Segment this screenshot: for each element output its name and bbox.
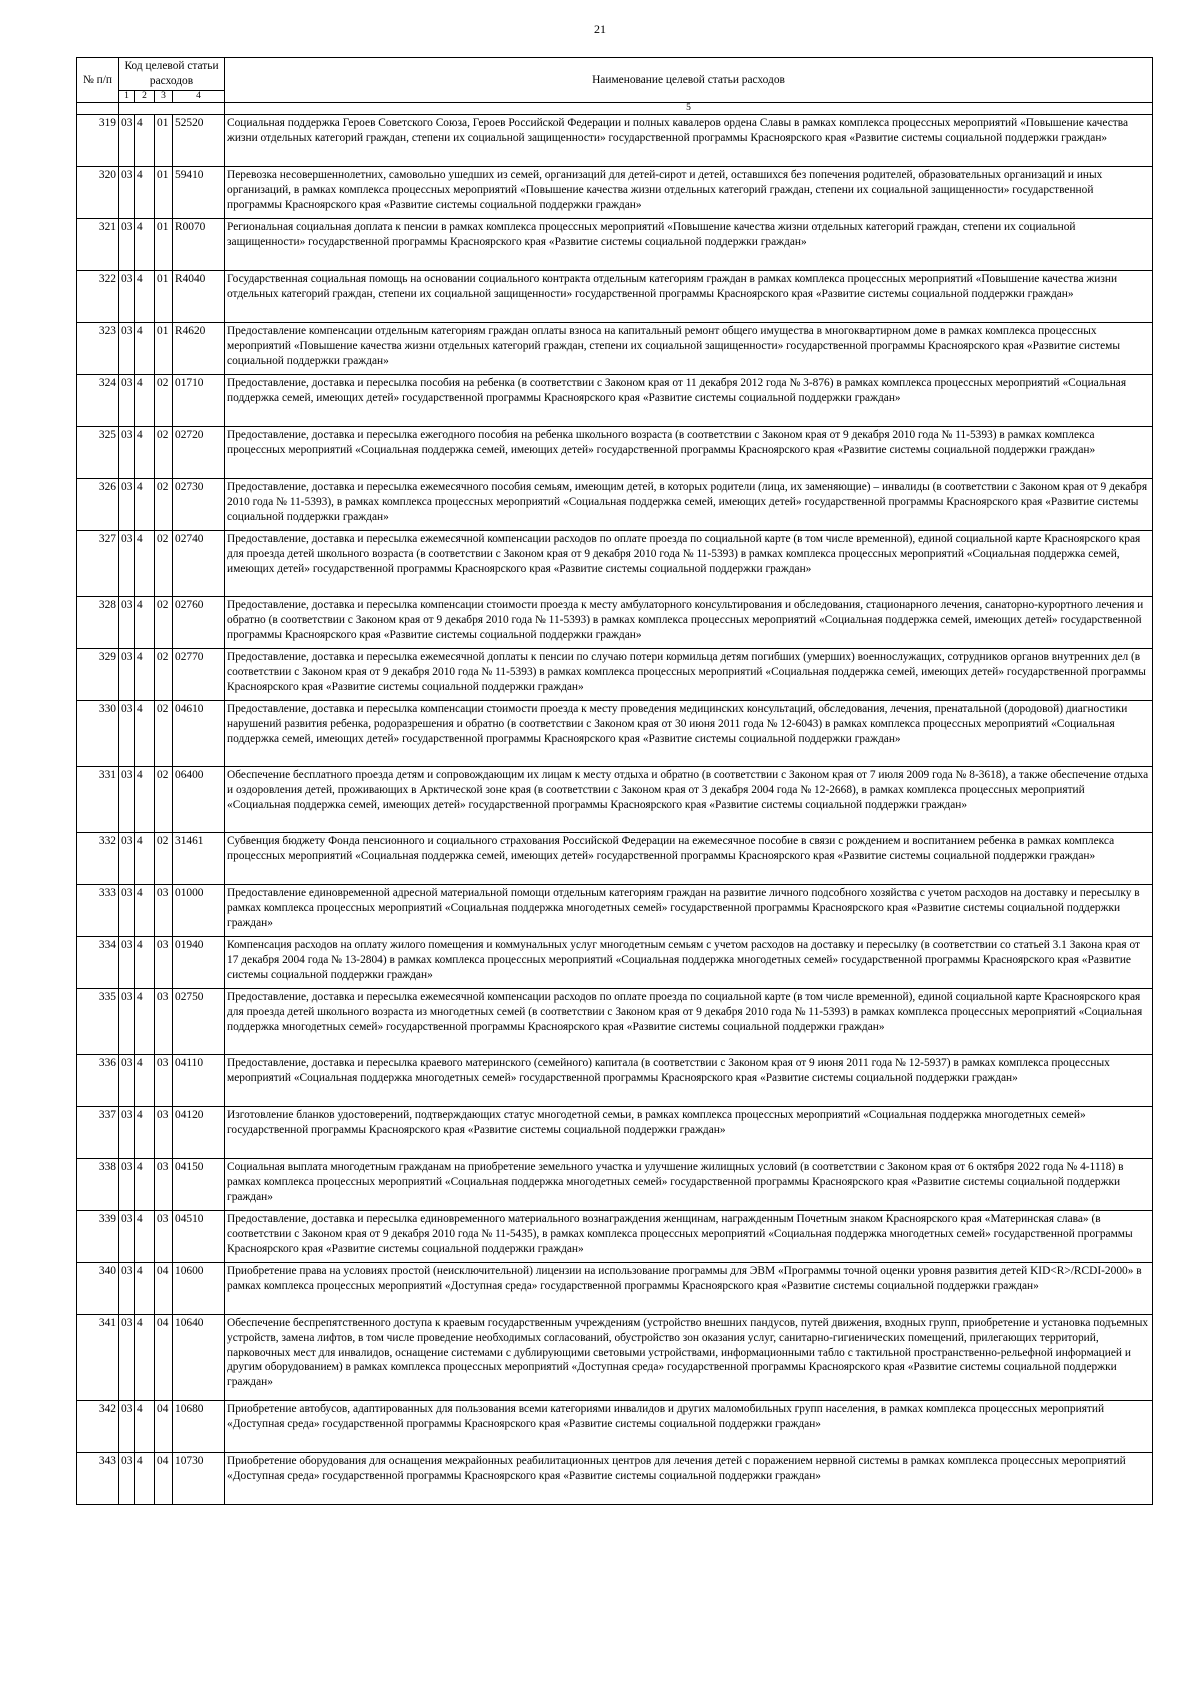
row-number: 329 (77, 649, 119, 701)
row-number: 321 (77, 219, 119, 271)
code-part-2: 4 (135, 323, 155, 375)
code-part-4: 02770 (173, 649, 225, 701)
row-description: Обеспечение бесплатного проезда детям и сопровождающим их лицам к месту отдыха и обратно (в соответствии с Законом края от 7 июля 2009 года № 8-3618), а также обеспечение отдыха и оздоровления детей, проживающих в Арктической зоне края (в соответствии с Законом края от 3 декабря 2004 года № 12-2668), в рамках комплекса процессных мероприятий «Социальная поддержка семей, имеющих детей» государственной программы Красноярского края «Развитие системы социальной поддержки граждан» (225, 767, 1153, 833)
code-part-1: 03 (119, 1315, 135, 1401)
row-number: 333 (77, 885, 119, 937)
code-part-4: 01000 (173, 885, 225, 937)
code-part-3: 04 (155, 1315, 173, 1401)
code-part-2: 4 (135, 833, 155, 885)
code-part-4: 59410 (173, 167, 225, 219)
code-part-1: 03 (119, 375, 135, 427)
code-part-1: 03 (119, 167, 135, 219)
code-part-1: 03 (119, 271, 135, 323)
table-body (77, 115, 1153, 1505)
code-part-1: 03 (119, 1401, 135, 1453)
row-description: Предоставление, доставка и пересылка компенсации стоимости проезда к месту проведения медицинских консультаций, обследования, лечения, пренатальной (дородовой) диагностики нарушений развития ребенка, родоразрешения и обратно (в соответствии с Законом края от 30 июня 2011 года № 12-6043) в рамках комплекса процессных мероприятий «Социальная поддержка семей, имеющих детей» государственной программы Красноярского края «Развитие системы социальной поддержки граждан» (225, 701, 1153, 767)
row-number: 343 (77, 1453, 119, 1505)
table-row (77, 115, 1153, 167)
code-part-2: 4 (135, 479, 155, 531)
table-row (77, 1453, 1153, 1505)
code-part-2: 4 (135, 885, 155, 937)
row-number: 332 (77, 833, 119, 885)
table-row (77, 1159, 1153, 1211)
code-part-4: 04610 (173, 701, 225, 767)
table-row (77, 989, 1153, 1055)
code-part-3: 03 (155, 989, 173, 1055)
table-row (77, 479, 1153, 531)
code-part-1: 03 (119, 767, 135, 833)
header-index-5: 5 (225, 103, 1153, 115)
row-description: Приобретение права на условиях простой (неисключительной) лицензии на использование программы для ЭВМ «Программы точной оценки уровня развития детей KID<R>/RCDI-2000» в рамках комплекса процессных мероприятий «Доступная среда» государственной программы Красноярского края «Развитие системы социальной поддержки граждан» (225, 1263, 1153, 1315)
row-description: Предоставление, доставка и пересылка ежемесячной компенсации расходов по оплате проезда по социальной карте (в том числе временной), единой социальной карте Красноярского края для проезда детей школьного возраста (в соответствии с Законом края от 9 декабря 2010 года № 11-5393) в рамках комплекса процессных мероприятий «Социальная поддержка семей, имеющих детей» государственной программы Красноярского края «Развитие системы социальной поддержки граждан» (225, 531, 1153, 597)
row-number: 334 (77, 937, 119, 989)
row-number: 331 (77, 767, 119, 833)
row-number: 328 (77, 597, 119, 649)
code-part-2: 4 (135, 767, 155, 833)
table-row (77, 1315, 1153, 1401)
table-row (77, 1107, 1153, 1159)
row-number: 326 (77, 479, 119, 531)
row-description: Предоставление, доставка и пересылка ежемесячной компенсации расходов по оплате проезда по социальной карте (в том числе временной), единой социальной карте Красноярского края для проезда детей школьного возраста из многодетных семей (в соответствии с Законом края от 9 декабря 2010 года № 11-5393) в рамках комплекса процессных мероприятий «Социальная поддержка многодетных семей» государственной программы Красноярского края «Развитие системы социальной поддержки граждан» (225, 989, 1153, 1055)
code-part-4: R4620 (173, 323, 225, 375)
code-part-2: 4 (135, 649, 155, 701)
table-row (77, 1211, 1153, 1263)
row-description: Предоставление, доставка и пересылка пособия на ребенка (в соответствии с Законом края от 11 декабря 2012 года № 3-876) в рамках комплекса процессных мероприятий «Социальная поддержка семей, имеющих детей» государственной программы Красноярского края «Развитие системы социальной поддержки граждан» (225, 375, 1153, 427)
row-description: Перевозка несовершеннолетних, самовольно ушедших из семей, организаций для детей-сирот и детей, оставшихся без попечения родителей, образовательных организаций и иных организаций, в рамках комплекса процессных мероприятий «Повышение качества жизни отдельных категорий граждан, степени их социальной защищенности» государственной программы Красноярского края «Развитие системы социальной поддержки граждан» (225, 167, 1153, 219)
row-description: Предоставление, доставка и пересылка краевого материнского (семейного) капитала (в соответствии с Законом края от 9 июня 2011 года № 12-5937) в рамках комплекса процессных мероприятий «Социальная поддержка многодетных семей» государственной программы Красноярского края «Развитие системы социальной поддержки граждан» (225, 1055, 1153, 1107)
code-part-2: 4 (135, 1263, 155, 1315)
code-part-1: 03 (119, 531, 135, 597)
code-part-1: 03 (119, 1453, 135, 1505)
table-row (77, 1401, 1153, 1453)
code-part-4: 02750 (173, 989, 225, 1055)
row-description: Предоставление, доставка и пересылка ежегодного пособия на ребенка школьного возраста (в соответствии с Законом края от 9 декабря 2010 года № 11-5393) в рамках комплекса процессных мероприятий «Социальная поддержка семей, имеющих детей» государственной программы Красноярского края «Развитие системы социальной поддержки граждан» (225, 427, 1153, 479)
code-part-2: 4 (135, 1055, 155, 1107)
table-row (77, 767, 1153, 833)
table-row (77, 323, 1153, 375)
code-part-2: 4 (135, 427, 155, 479)
row-number: 337 (77, 1107, 119, 1159)
code-part-1: 03 (119, 1211, 135, 1263)
row-description: Предоставление компенсации отдельным категориям граждан оплаты взноса на капитальный ремонт общего имущества в многоквартирном доме в рамках комплекса процессных мероприятий «Повышение качества жизни отдельных категорий граждан, степени их социальной защищенности» государственной программы Красноярского края «Развитие системы социальной поддержки граждан» (225, 323, 1153, 375)
row-number: 327 (77, 531, 119, 597)
code-part-3: 03 (155, 1211, 173, 1263)
row-number: 322 (77, 271, 119, 323)
header-name: Наименование целевой статьи расходов (225, 58, 1153, 103)
row-description: Социальная поддержка Героев Советского Союза, Героев Российской Федерации и полных кавалеров ордена Славы в рамках комплекса процессных мероприятий «Повышение качества жизни отдельных категорий граждан, степени их социальной защищенности» государственной программы Красноярского края «Развитие системы социальной поддержки граждан» (225, 115, 1153, 167)
code-part-1: 03 (119, 1107, 135, 1159)
code-part-4: 04120 (173, 1107, 225, 1159)
code-part-4: 04510 (173, 1211, 225, 1263)
row-description: Предоставление, доставка и пересылка компенсации стоимости проезда к месту амбулаторного консультирования и обследования, стационарного лечения, санаторно-курортного лечения и обратно (в соответствии с Законом края от 9 декабря 2010 года № 11-5393) в рамках комплекса процессных мероприятий «Социальная поддержка семей, имеющих детей» государственной программы Красноярского края «Развитие системы социальной поддержки граждан» (225, 597, 1153, 649)
code-part-2: 4 (135, 219, 155, 271)
row-number: 341 (77, 1315, 119, 1401)
code-part-3: 01 (155, 271, 173, 323)
code-part-4: 01710 (173, 375, 225, 427)
table-row (77, 219, 1153, 271)
code-part-4: 31461 (173, 833, 225, 885)
table-row (77, 271, 1153, 323)
table-row (77, 885, 1153, 937)
code-part-2: 4 (135, 937, 155, 989)
code-part-1: 03 (119, 989, 135, 1055)
code-part-3: 03 (155, 1107, 173, 1159)
header-row (77, 58, 1153, 91)
row-number: 339 (77, 1211, 119, 1263)
table-row (77, 833, 1153, 885)
code-part-2: 4 (135, 1211, 155, 1263)
row-description: Региональная социальная доплата к пенсии в рамках комплекса процессных мероприятий «Повышение качества жизни отдельных категорий граждан, степени их социальной защищенности» государственной программы Красноярского края «Развитие системы социальной поддержки граждан» (225, 219, 1153, 271)
code-part-1: 03 (119, 1055, 135, 1107)
code-part-3: 04 (155, 1263, 173, 1315)
code-part-1: 03 (119, 323, 135, 375)
row-number: 324 (77, 375, 119, 427)
row-description: Изготовление бланков удостоверений, подтверждающих статус многодетной семьи, в рамках комплекса процессных мероприятий «Социальная поддержка многодетных семей» государственной программы Красноярского края «Развитие системы социальной поддержки граждан» (225, 1107, 1153, 1159)
row-number: 342 (77, 1401, 119, 1453)
code-part-4: 10680 (173, 1401, 225, 1453)
row-number: 330 (77, 701, 119, 767)
code-part-2: 4 (135, 1159, 155, 1211)
code-part-3: 03 (155, 1159, 173, 1211)
code-part-4: 01940 (173, 937, 225, 989)
row-description: Предоставление, доставка и пересылка ежемесячного пособия семьям, имеющим детей, в которых родители (лица, их заменяющие) – инвалиды (в соответствии с Законом края от 9 декабря 2010 года № 11-5393), в рамках комплекса процессных мероприятий «Социальная поддержка семей, имеющих детей» государственной программы Красноярского края «Развитие системы социальной поддержки граждан» (225, 479, 1153, 531)
header-index-empty-code (119, 103, 225, 115)
code-part-3: 01 (155, 323, 173, 375)
code-part-3: 02 (155, 833, 173, 885)
header-num: № п/п (77, 58, 119, 103)
code-part-2: 4 (135, 271, 155, 323)
code-part-1: 03 (119, 479, 135, 531)
code-part-1: 03 (119, 219, 135, 271)
code-part-3: 03 (155, 1055, 173, 1107)
code-part-1: 03 (119, 885, 135, 937)
code-part-2: 4 (135, 1453, 155, 1505)
code-part-3: 04 (155, 1401, 173, 1453)
code-part-1: 03 (119, 649, 135, 701)
row-description: Предоставление единовременной адресной материальной помощи отдельным категориям граждан на развитие личного подсобного хозяйства с учетом расходов на доставку и пересылку в рамках комплекса процессных мероприятий «Социальная поддержка многодетных семей» государственной программы Красноярского края «Развитие системы социальной поддержки граждан» (225, 885, 1153, 937)
code-part-1: 03 (119, 833, 135, 885)
table-row (77, 531, 1153, 597)
row-number: 340 (77, 1263, 119, 1315)
code-part-3: 02 (155, 479, 173, 531)
code-part-1: 03 (119, 701, 135, 767)
code-part-1: 03 (119, 115, 135, 167)
code-part-2: 4 (135, 531, 155, 597)
row-number: 325 (77, 427, 119, 479)
code-part-2: 4 (135, 989, 155, 1055)
code-part-1: 03 (119, 1263, 135, 1315)
code-part-3: 04 (155, 1453, 173, 1505)
code-part-2: 4 (135, 597, 155, 649)
page-number: 21 (594, 22, 606, 36)
code-part-4: 10730 (173, 1453, 225, 1505)
row-description: Социальная выплата многодетным гражданам на приобретение земельного участка и улучшение жилищных условий (в соответствии с Законом края от 6 октября 2022 года № 4-1118) в рамках комплекса процессных мероприятий «Социальная поддержка многодетных семей» государственной программы Красноярского края «Развитие системы социальной поддержки граждан» (225, 1159, 1153, 1211)
code-part-1: 03 (119, 1159, 135, 1211)
header-index-empty (77, 103, 119, 115)
code-part-4: 10640 (173, 1315, 225, 1401)
code-part-1: 03 (119, 597, 135, 649)
code-part-4: 02760 (173, 597, 225, 649)
code-part-3: 02 (155, 427, 173, 479)
code-part-3: 01 (155, 219, 173, 271)
code-part-4: 04110 (173, 1055, 225, 1107)
code-part-2: 4 (135, 1107, 155, 1159)
table-row (77, 1055, 1153, 1107)
header-index-4: 4 (173, 91, 225, 103)
row-description: Государственная социальная помощь на основании социального контракта отдельным категориям граждан в рамках комплекса процессных мероприятий «Повышение качества жизни отдельных категорий граждан, степени их социальной защищенности» государственной программы Красноярского края «Развитие системы социальной поддержки граждан» (225, 271, 1153, 323)
code-part-3: 02 (155, 767, 173, 833)
row-description: Приобретение автобусов, адаптированных для пользования всеми категориями инвалидов и других маломобильных групп населения, в рамках комплекса процессных мероприятий «Доступная среда» государственной программы Красноярского края «Развитие системы социальной поддержки граждан» (225, 1401, 1153, 1453)
code-part-3: 02 (155, 701, 173, 767)
code-part-3: 02 (155, 531, 173, 597)
code-part-3: 02 (155, 649, 173, 701)
code-part-4: 52520 (173, 115, 225, 167)
header-index-row-2 (77, 103, 1153, 115)
code-part-3: 03 (155, 885, 173, 937)
code-part-4: R0070 (173, 219, 225, 271)
table-row (77, 649, 1153, 701)
row-description: Субвенция бюджету Фонда пенсионного и социального страхования Российской Федерации на ежемесячное пособие в связи с рождением и воспитанием ребенка в рамках комплекса процессных мероприятий «Социальная поддержка семей, имеющих детей» государственной программы Красноярского края «Развитие системы социальной поддержки граждан» (225, 833, 1153, 885)
row-number: 338 (77, 1159, 119, 1211)
code-part-4: 02740 (173, 531, 225, 597)
code-part-2: 4 (135, 1401, 155, 1453)
table-row (77, 597, 1153, 649)
table-row (77, 701, 1153, 767)
code-part-4: 10600 (173, 1263, 225, 1315)
code-part-4: 06400 (173, 767, 225, 833)
header-code: Код целевой статьи расходов (119, 58, 225, 91)
row-number: 335 (77, 989, 119, 1055)
header-index-2: 2 (135, 91, 155, 103)
code-part-3: 02 (155, 375, 173, 427)
table-row (77, 375, 1153, 427)
code-part-4: R4040 (173, 271, 225, 323)
code-part-1: 03 (119, 427, 135, 479)
code-part-2: 4 (135, 167, 155, 219)
code-part-2: 4 (135, 701, 155, 767)
code-part-4: 02720 (173, 427, 225, 479)
header-index-1: 1 (119, 91, 135, 103)
table-row (77, 1263, 1153, 1315)
row-description: Предоставление, доставка и пересылка единовременного материального вознаграждения женщинам, награжденным Почетным знаком Красноярского края «Материнская слава» (в соответствии с Законом края от 9 декабря 2010 года № 11-5435), в рамках комплекса процессных мероприятий «Социальная поддержка многодетных семей» государственной программы Красноярского края «Развитие системы социальной поддержки граждан» (225, 1211, 1153, 1263)
row-description: Предоставление, доставка и пересылка ежемесячной доплаты к пенсии по случаю потери кормильца детям погибших (умерших) военнослужащих, сотрудников органов внутренних дел (в соответствии с Законом края от 9 декабря 2010 года № 11-5393) в рамках комплекса процессных мероприятий «Социальная поддержка семей, имеющих детей» государственной программы Красноярского края «Развитие системы социальной поддержки граждан» (225, 649, 1153, 701)
row-number: 320 (77, 167, 119, 219)
budget-table (76, 57, 1153, 1505)
table-row (77, 427, 1153, 479)
row-description: Компенсация расходов на оплату жилого помещения и коммунальных услуг многодетным семьям с учетом расходов на доставку и пересылку (в соответствии со статьей 3.1 Закона края от 17 декабря 2004 года № 13-2804) в рамках комплекса процессных мероприятий «Социальная поддержка многодетных семей» государственной программы Красноярского края «Развитие системы социальной поддержки граждан» (225, 937, 1153, 989)
row-description: Приобретение оборудования для оснащения межрайонных реабилитационных центров для лечения детей с поражением нервной системы в рамках комплекса процессных мероприятий «Доступная среда» государственной программы Красноярского края «Развитие системы социальной поддержки граждан» (225, 1453, 1153, 1505)
code-part-3: 02 (155, 597, 173, 649)
code-part-2: 4 (135, 115, 155, 167)
table-row (77, 937, 1153, 989)
row-number: 323 (77, 323, 119, 375)
code-part-3: 01 (155, 115, 173, 167)
row-description: Обеспечение беспрепятственного доступа к краевым государственным учреждениям (устройство внешних пандусов, путей движения, входных групп, приобретение и установка подъемных устройств, замена лифтов, в том числе проведение необходимых согласований, обустройство зон оказания услуг, санитарно-гигиенических помещений, прилегающих территорий, парковочных мест для инвалидов, оснащение системами с дублирующими световыми устройствами, информационными табло с тактильной пространственно-рельефной информацией и другим оборудованием) в рамках комплекса процессных мероприятий «Доступная среда» государственной программы Красноярского края «Развитие системы социальной поддержки граждан» (225, 1315, 1153, 1401)
code-part-1: 03 (119, 937, 135, 989)
header-index-3: 3 (155, 91, 173, 103)
code-part-4: 04150 (173, 1159, 225, 1211)
code-part-3: 01 (155, 167, 173, 219)
code-part-2: 4 (135, 1315, 155, 1401)
row-number: 336 (77, 1055, 119, 1107)
code-part-4: 02730 (173, 479, 225, 531)
table-row (77, 167, 1153, 219)
code-part-3: 03 (155, 937, 173, 989)
row-number: 319 (77, 115, 119, 167)
code-part-2: 4 (135, 375, 155, 427)
